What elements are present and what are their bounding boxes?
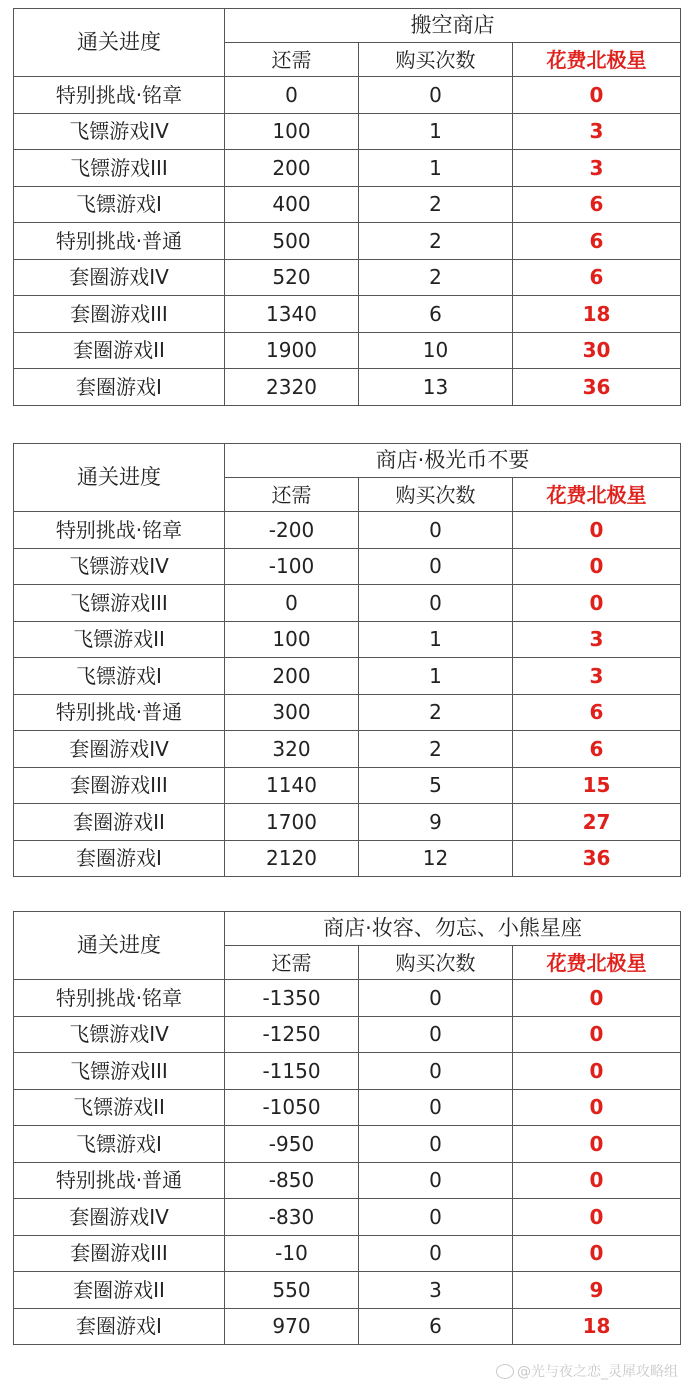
count-cell: 2 — [359, 259, 513, 296]
cost-cell: 3 — [513, 658, 681, 695]
count-cell: 6 — [359, 1308, 513, 1345]
stage-cell: 套圈游戏IV — [14, 1199, 225, 1236]
count-cell: 5 — [359, 767, 513, 804]
cost-cell: 15 — [513, 767, 681, 804]
table-row — [14, 1162, 681, 1199]
need-cell: -850 — [225, 1162, 359, 1199]
header-row — [14, 444, 681, 478]
count-cell: 2 — [359, 694, 513, 731]
stage-cell: 特别挑战·铭章 — [14, 512, 225, 549]
need-cell: 970 — [225, 1308, 359, 1345]
cost-cell: 0 — [513, 585, 681, 622]
need-header: 还需 — [225, 43, 359, 77]
count-cell: 0 — [359, 77, 513, 114]
table-row — [14, 731, 681, 768]
count-cell: 2 — [359, 223, 513, 260]
stage-cell: 套圈游戏I — [14, 1308, 225, 1345]
count-cell: 0 — [359, 1235, 513, 1272]
stage-cell: 套圈游戏I — [14, 369, 225, 406]
stage-cell: 特别挑战·铭章 — [14, 77, 225, 114]
table-row — [14, 1053, 681, 1090]
cost-cell: 0 — [513, 77, 681, 114]
need-cell: 1140 — [225, 767, 359, 804]
stage-cell: 飞镖游戏III — [14, 150, 225, 187]
need-cell: 100 — [225, 621, 359, 658]
count-cell: 1 — [359, 150, 513, 187]
count-cell: 2 — [359, 186, 513, 223]
stage-cell: 飞镖游戏IV — [14, 1016, 225, 1053]
need-cell: 2320 — [225, 369, 359, 406]
table-row — [14, 186, 681, 223]
weibo-icon — [496, 1364, 514, 1379]
watermark-text: @光与夜之恋_灵犀攻略组 — [517, 1364, 678, 1380]
need-cell: 300 — [225, 694, 359, 731]
cost-cell: 36 — [513, 840, 681, 877]
count-cell: 10 — [359, 332, 513, 369]
need-cell: 0 — [225, 77, 359, 114]
progress-header: 通关进度 — [14, 444, 225, 512]
table-row — [14, 767, 681, 804]
count-cell: 0 — [359, 980, 513, 1017]
table-row — [14, 1272, 681, 1309]
need-cell: 1700 — [225, 804, 359, 841]
table-row — [14, 1089, 681, 1126]
cost-cell: 3 — [513, 150, 681, 187]
need-cell: 520 — [225, 259, 359, 296]
shop-title: 商店·妆容、勿忘、小熊星座 — [225, 912, 681, 946]
table-row — [14, 548, 681, 585]
table-row — [14, 585, 681, 622]
need-cell: 550 — [225, 1272, 359, 1309]
count-cell: 1 — [359, 621, 513, 658]
need-cell: 400 — [225, 186, 359, 223]
stage-cell: 套圈游戏II — [14, 804, 225, 841]
table-row — [14, 1126, 681, 1163]
count-header: 购买次数 — [359, 946, 513, 980]
cost-cell: 36 — [513, 369, 681, 406]
progress-header: 通关进度 — [14, 9, 225, 77]
table-row — [14, 804, 681, 841]
cost-cell: 6 — [513, 259, 681, 296]
need-cell: -10 — [225, 1235, 359, 1272]
cost-cell: 27 — [513, 804, 681, 841]
table-row — [14, 980, 681, 1017]
need-cell: -950 — [225, 1126, 359, 1163]
count-header: 购买次数 — [359, 43, 513, 77]
table-row — [14, 113, 681, 150]
need-header: 还需 — [225, 478, 359, 512]
header-row — [14, 912, 681, 946]
table-row — [14, 223, 681, 260]
progress-header: 通关进度 — [14, 912, 225, 980]
count-cell: 0 — [359, 1162, 513, 1199]
count-cell: 2 — [359, 731, 513, 768]
cost-cell: 30 — [513, 332, 681, 369]
need-cell: -1350 — [225, 980, 359, 1017]
stage-cell: 飞镖游戏I — [14, 658, 225, 695]
need-cell: 100 — [225, 113, 359, 150]
cost-header: 花费北极星 — [513, 478, 681, 512]
table-row — [14, 1308, 681, 1345]
cost-cell: 6 — [513, 223, 681, 260]
table-row — [14, 621, 681, 658]
count-cell: 0 — [359, 548, 513, 585]
table-row — [14, 296, 681, 333]
stage-cell: 特别挑战·普通 — [14, 1162, 225, 1199]
table-row — [14, 1199, 681, 1236]
cost-cell: 6 — [513, 694, 681, 731]
count-cell: 0 — [359, 1199, 513, 1236]
stage-cell: 飞镖游戏I — [14, 186, 225, 223]
need-cell: -1250 — [225, 1016, 359, 1053]
stage-cell: 飞镖游戏IV — [14, 113, 225, 150]
stage-cell: 特别挑战·普通 — [14, 694, 225, 731]
need-header: 还需 — [225, 946, 359, 980]
shop-title: 商店·极光币不要 — [225, 444, 681, 478]
cost-cell: 0 — [513, 512, 681, 549]
shop-table — [13, 911, 681, 1345]
cost-cell: 3 — [513, 621, 681, 658]
shop-table — [13, 8, 681, 406]
cost-cell: 0 — [513, 1162, 681, 1199]
need-cell: 0 — [225, 585, 359, 622]
stage-cell: 飞镖游戏III — [14, 585, 225, 622]
table-row — [14, 369, 681, 406]
need-cell: 1900 — [225, 332, 359, 369]
stage-cell: 飞镖游戏III — [14, 1053, 225, 1090]
table-row — [14, 658, 681, 695]
need-cell: 200 — [225, 658, 359, 695]
need-cell: -200 — [225, 512, 359, 549]
need-cell: 320 — [225, 731, 359, 768]
stage-cell: 特别挑战·普通 — [14, 223, 225, 260]
cost-cell: 0 — [513, 1089, 681, 1126]
cost-cell: 6 — [513, 186, 681, 223]
stage-cell: 飞镖游戏I — [14, 1126, 225, 1163]
cost-cell: 18 — [513, 296, 681, 333]
header-row — [14, 9, 681, 43]
need-cell: -1150 — [225, 1053, 359, 1090]
cost-cell: 9 — [513, 1272, 681, 1309]
count-cell: 3 — [359, 1272, 513, 1309]
cost-cell: 0 — [513, 1199, 681, 1236]
table-row — [14, 840, 681, 877]
count-cell: 1 — [359, 658, 513, 695]
stage-cell: 特别挑战·铭章 — [14, 980, 225, 1017]
stage-cell: 套圈游戏IV — [14, 731, 225, 768]
cost-cell: 6 — [513, 731, 681, 768]
table-row — [14, 150, 681, 187]
count-cell: 0 — [359, 1016, 513, 1053]
stage-cell: 飞镖游戏IV — [14, 548, 225, 585]
table-row — [14, 694, 681, 731]
stage-cell: 套圈游戏IV — [14, 259, 225, 296]
count-cell: 0 — [359, 512, 513, 549]
need-cell: -1050 — [225, 1089, 359, 1126]
cost-header: 花费北极星 — [513, 946, 681, 980]
cost-cell: 3 — [513, 113, 681, 150]
count-cell: 12 — [359, 840, 513, 877]
count-cell: 0 — [359, 1089, 513, 1126]
cost-cell: 0 — [513, 1126, 681, 1163]
cost-cell: 0 — [513, 1235, 681, 1272]
need-cell: 200 — [225, 150, 359, 187]
stage-cell: 套圈游戏II — [14, 1272, 225, 1309]
need-cell: -100 — [225, 548, 359, 585]
shop-title: 搬空商店 — [225, 9, 681, 43]
cost-cell: 0 — [513, 1053, 681, 1090]
need-cell: 2120 — [225, 840, 359, 877]
stage-cell: 套圈游戏III — [14, 767, 225, 804]
cost-cell: 0 — [513, 1016, 681, 1053]
cost-header: 花费北极星 — [513, 43, 681, 77]
count-cell: 0 — [359, 1053, 513, 1090]
cost-cell: 0 — [513, 548, 681, 585]
cost-cell: 18 — [513, 1308, 681, 1345]
table-row — [14, 77, 681, 114]
stage-cell: 套圈游戏III — [14, 296, 225, 333]
table-row — [14, 1016, 681, 1053]
count-cell: 6 — [359, 296, 513, 333]
table-row — [14, 332, 681, 369]
count-cell: 9 — [359, 804, 513, 841]
watermark — [496, 1361, 678, 1381]
table-row — [14, 1235, 681, 1272]
shop-table — [13, 443, 681, 877]
need-cell: -830 — [225, 1199, 359, 1236]
count-header: 购买次数 — [359, 478, 513, 512]
count-cell: 0 — [359, 1126, 513, 1163]
count-cell: 13 — [359, 369, 513, 406]
stage-cell: 飞镖游戏II — [14, 1089, 225, 1126]
cost-cell: 0 — [513, 980, 681, 1017]
need-cell: 1340 — [225, 296, 359, 333]
stage-cell: 套圈游戏II — [14, 332, 225, 369]
stage-cell: 套圈游戏I — [14, 840, 225, 877]
stage-cell: 飞镖游戏II — [14, 621, 225, 658]
need-cell: 500 — [225, 223, 359, 260]
count-cell: 0 — [359, 585, 513, 622]
count-cell: 1 — [359, 113, 513, 150]
table-row — [14, 512, 681, 549]
table-row — [14, 259, 681, 296]
stage-cell: 套圈游戏III — [14, 1235, 225, 1272]
